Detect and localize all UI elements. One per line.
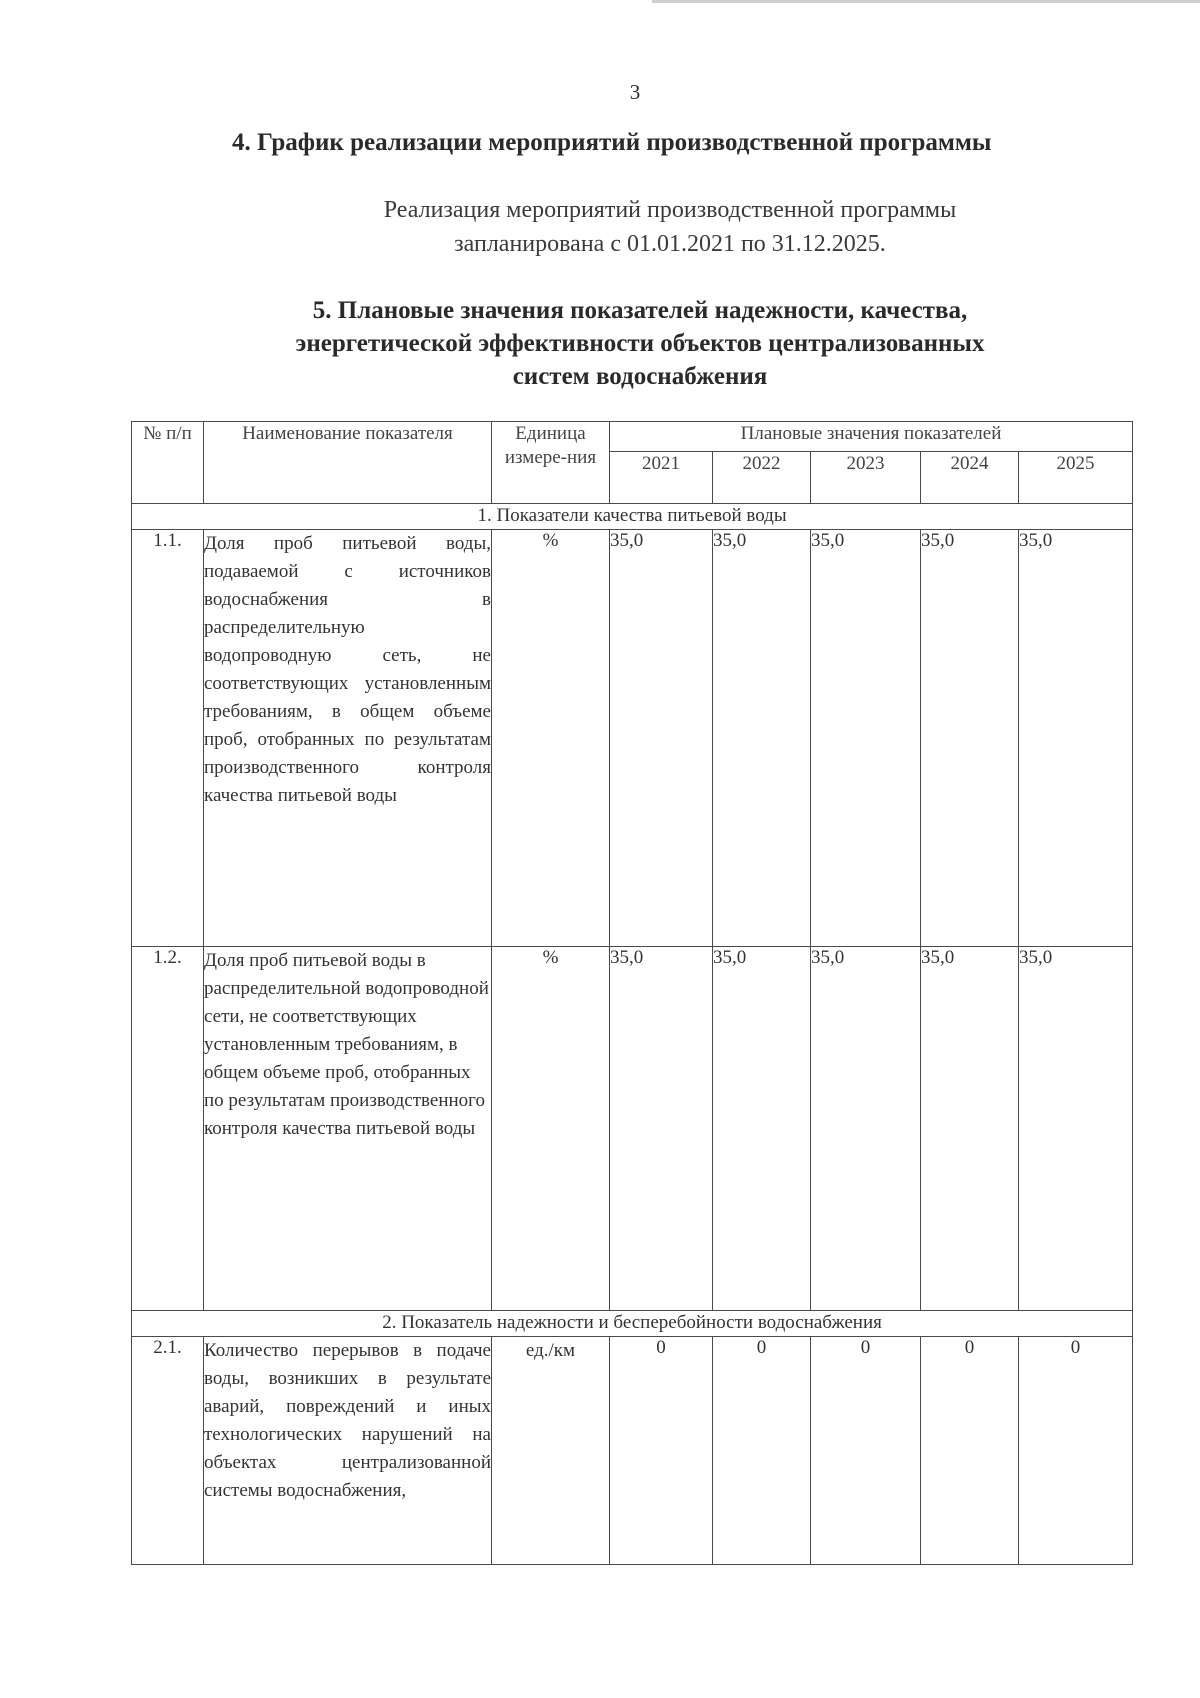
value-cell: 0 <box>921 1337 1019 1565</box>
indicators-table <box>131 421 1133 1565</box>
value-cell: 35,0 <box>811 947 921 1311</box>
value-cell: 35,0 <box>713 530 811 947</box>
schedule-line-1: Реализация мероприятий производственной программы <box>383 197 957 223</box>
section-5-heading-line-3: систем водоснабжения <box>512 363 768 390</box>
row-number: 1.2. <box>132 947 204 1311</box>
group-title: 1. Показатели качества питьевой воды <box>132 504 1133 530</box>
unit-cell: % <box>492 530 610 947</box>
unit-cell: % <box>492 947 610 1311</box>
header-row-1 <box>132 422 1133 452</box>
row-number: 2.1. <box>132 1337 204 1565</box>
group-title: 2. Показатель надежности и бесперебойности водоснабжения <box>132 1311 1133 1337</box>
table-row <box>132 1337 1133 1565</box>
indicator-name: Доля проб питьевой воды в распределительной водопроводной сети, не соответствующих установленным требованиям, в общем объеме проб, отобранных по результатам производственного контроля качества питьевой воды <box>204 947 492 1311</box>
header-name: Наименование показателя <box>204 422 492 504</box>
value-cell: 0 <box>1019 1337 1133 1565</box>
value-cell: 35,0 <box>921 947 1019 1311</box>
section-5-heading-line-2: энергетической эффективности объектов централизованных <box>295 330 985 357</box>
section-5-heading-line-1: 5. Плановые значения показателей надежности, качества, <box>312 297 968 324</box>
header-year: 2022 <box>713 452 811 504</box>
value-cell: 35,0 <box>921 530 1019 947</box>
header-year: 2021 <box>610 452 713 504</box>
unit-cell: ед./км <box>492 1337 610 1565</box>
header-year: 2023 <box>811 452 921 504</box>
value-cell: 0 <box>610 1337 713 1565</box>
value-cell: 35,0 <box>1019 530 1133 947</box>
value-cell: 35,0 <box>713 947 811 1311</box>
group-row <box>132 504 1133 530</box>
row-number: 1.1. <box>132 530 204 947</box>
table-row <box>132 530 1133 947</box>
value-cell: 35,0 <box>610 530 713 947</box>
section-5-heading <box>230 294 1050 393</box>
value-cell: 35,0 <box>610 947 713 1311</box>
section-4-heading: 4. График реализации мероприятий производственной программы <box>232 129 992 156</box>
scan-edge-line <box>652 0 1200 3</box>
value-cell: 0 <box>713 1337 811 1565</box>
header-plan-values: Плановые значения показателей <box>610 422 1133 452</box>
value-cell: 0 <box>811 1337 921 1565</box>
header-num: № п/п <box>132 422 204 504</box>
indicator-name: Количество перерывов в подаче воды, возникших в результате аварий, повреждений и иных технологических нарушений на объектах централизованной системы водоснабжения, <box>204 1337 492 1565</box>
table-row <box>132 947 1133 1311</box>
header-year: 2025 <box>1019 452 1133 504</box>
value-cell: 35,0 <box>1019 947 1133 1311</box>
indicator-name: Доля проб питьевой воды, подаваемой с источников водоснабжения в распределительную водопроводную сеть, не соответствующих установленным требованиям, в общем объеме проб, отобранных по результатам производственного контроля качества питьевой воды <box>204 530 492 947</box>
header-unit: Единица измере-ния <box>492 422 610 504</box>
value-cell: 35,0 <box>811 530 921 947</box>
header-year: 2024 <box>921 452 1019 504</box>
schedule-paragraph <box>300 193 1040 261</box>
group-row <box>132 1311 1133 1337</box>
schedule-line-2: запланирована с 01.01.2021 по 31.12.2025. <box>454 231 886 257</box>
page-number: 3 <box>629 80 641 104</box>
